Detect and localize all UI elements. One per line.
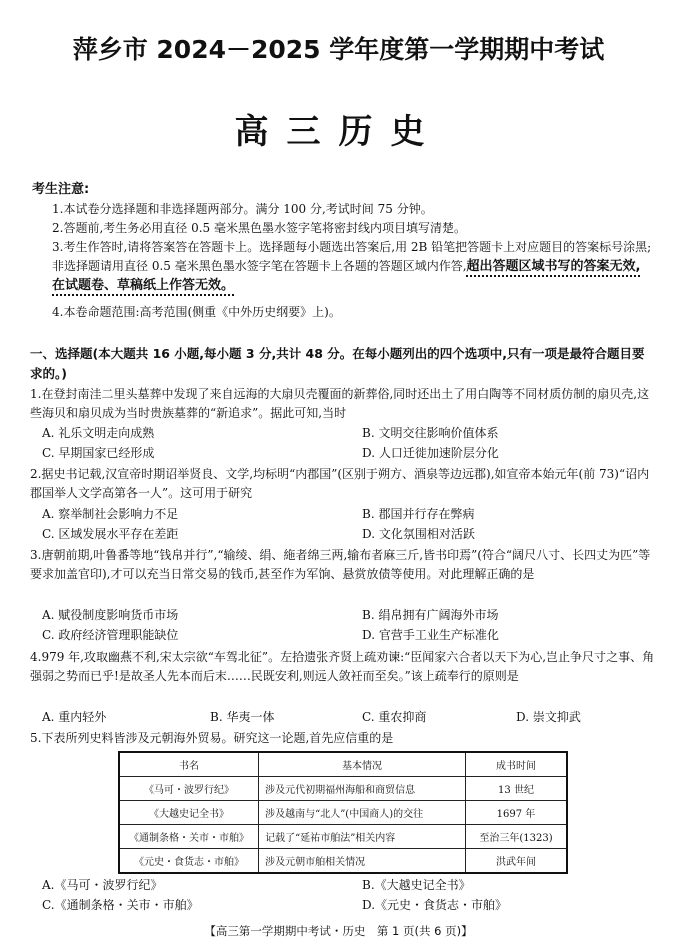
table-cell: 《元史・食货志・市舶》 [119,849,259,874]
q5-option-d: D.《元史・食货志・市舶》 [362,898,508,912]
subject-title: 高三历史 [234,112,443,152]
q2-option-b: B. 郡国并行存在弊病 [362,507,475,521]
q3-option-c: C. 政府经济管理职能缺位 [42,628,179,642]
notice-item-3-text: 3.考生作答时,请将答案答在答题卡上。选择题每小题选出答案后,用 2B 铅笔把答题卡上对应题目的答案标号涂黑;非选择题请用直径 0.5 毫米黑色墨水签字笔在答题卡上各题的答题区域内作答, [52,240,652,273]
table-header-row [119,752,567,777]
table-cell: 涉及元代初期福州海船和商贸信息 [259,777,466,801]
table-row [119,801,567,825]
section-heading: 一、选择题(本大题共 16 小题,每小题 3 分,共计 48 分。在每小题列出的四个选项中,只有一项是最符合题目要求的。) [30,346,645,381]
page-footer: 【高三第一学期期中考试・历史 第 1 页(共 6 页)】 [204,924,473,938]
table-cell: 洪武年间 [466,849,568,874]
notice-heading: 考生注意: [32,182,90,197]
source-table [118,751,568,874]
exam-title: 萍乡市 2024－2025 学年度第一学期期中考试 [72,35,605,64]
q4-option-a: A. 重内轻外 [42,710,107,724]
table-cell: 《马可・波罗行纪》 [119,777,259,801]
q2-option-d: D. 文化氛围相对活跃 [362,527,475,541]
table-cell: 《大越史记全书》 [119,801,259,825]
q1-option-c: C. 早期国家已经形成 [42,446,155,460]
q4-option-d: D. 崇文抑武 [516,710,581,724]
q3-option-d: D. 官营手工业生产标准化 [362,628,499,642]
notice-item-3-emphasis: 超出答题区域书写的答案无效,在试题卷、草稿纸上作答无效。 [52,259,641,293]
table-cell: 至治三年(1323) [466,825,568,849]
q4-option-b: B. 华夷一体 [210,710,275,724]
q5-option-a: A.《马可・波罗行纪》 [42,878,163,892]
q5-option-b: B.《大越史记全书》 [362,878,471,892]
notice-item-2: 2.答题前,考生务必用直径 0.5 毫米黑色墨水签字笔将密封线内项目填写清楚。 [52,221,466,235]
question-1-stem: 1.在登封南洼二里头墓葬中发现了来自远海的大扇贝壳覆面的新葬俗,同时还出土了用白陶等不同材质仿制的扇贝壳,这些海贝和扇贝成为当时贵族墓葬的“新追求”。据此可知,当时 [30,387,650,420]
table-header-cell: 成书时间 [466,752,568,777]
q1-option-a: A. 礼乐文明走向成熟 [42,426,155,440]
table-header-cell: 基本情况 [259,752,466,777]
table-header-cell: 书名 [119,752,259,777]
q2-option-c: C. 区域发展水平存在差距 [42,527,179,541]
notice-item-4: 4.本卷命题范围:高考范围(侧重《中外历史纲要》上)。 [52,305,341,319]
notice-item-3 [52,238,652,295]
table-cell: 涉及元朝市舶相关情况 [259,849,466,874]
q5-option-c: C.《通制条格・关市・市舶》 [42,898,199,912]
table-cell: 涉及越南与“北人”(中国商人)的交往 [259,801,466,825]
q1-option-b: B. 文明交往影响价值体系 [362,426,499,440]
q4-option-c: C. 重农抑商 [362,710,427,724]
table-row [119,777,567,801]
table-cell: 13 世纪 [466,777,568,801]
question-4-stem: 4.979 年,攻取幽燕不利,宋太宗欲“车驾北征”。左拾遗张齐贤上疏劝谏:“臣闻家六合者以天下为心,岂止争尺寸之事、角强弱之势而已乎!是故圣人先本而后末……民既安利,则远人敛衽而至矣。”该上疏奉行的原则是 [30,650,655,683]
table-row [119,825,567,849]
q2-option-a: A. 察举制社会影响力不足 [42,507,179,521]
table-cell: 1697 年 [466,801,568,825]
q3-option-b: B. 绢帛拥有广阔海外市场 [362,608,499,622]
q3-option-a: A. 赋役制度影响货币市场 [42,608,179,622]
question-3-stem: 3.唐朝前期,叶鲁番等地“钱帛并行”,“输绫、绢、絁者绵三两,输布者麻三斤,皆书印焉”(符合“阔尺八寸、长四丈为匹”等要求加盖官印),才可以充当日常交易的钱币,甚至作为军饷、悬赏放债等使用。对此理解正确的是 [30,548,651,581]
notice-item-1: 1.本试卷分选择题和非选择题两部分。满分 100 分,考试时间 75 分钟。 [52,202,433,216]
table-row [119,849,567,874]
question-5-stem: 5.下表所列史料皆涉及元朝海外贸易。研究这一论题,首先应信重的是 [30,731,394,745]
table-cell: 《通制条格・关市・市舶》 [119,825,259,849]
question-2-stem: 2.据史书记载,汉宣帝时期诏举贤良、文学,均标明“内郡国”(区别于朔方、酒泉等边远郡),如宣帝本始元年(前 73)“诏内郡国举人文学高第各一人”。这可用于研究 [30,467,650,500]
table-cell: 记载了“延祐市舶法”相关内容 [259,825,466,849]
q1-option-d: D. 人口迁徙加速阶层分化 [362,446,499,460]
